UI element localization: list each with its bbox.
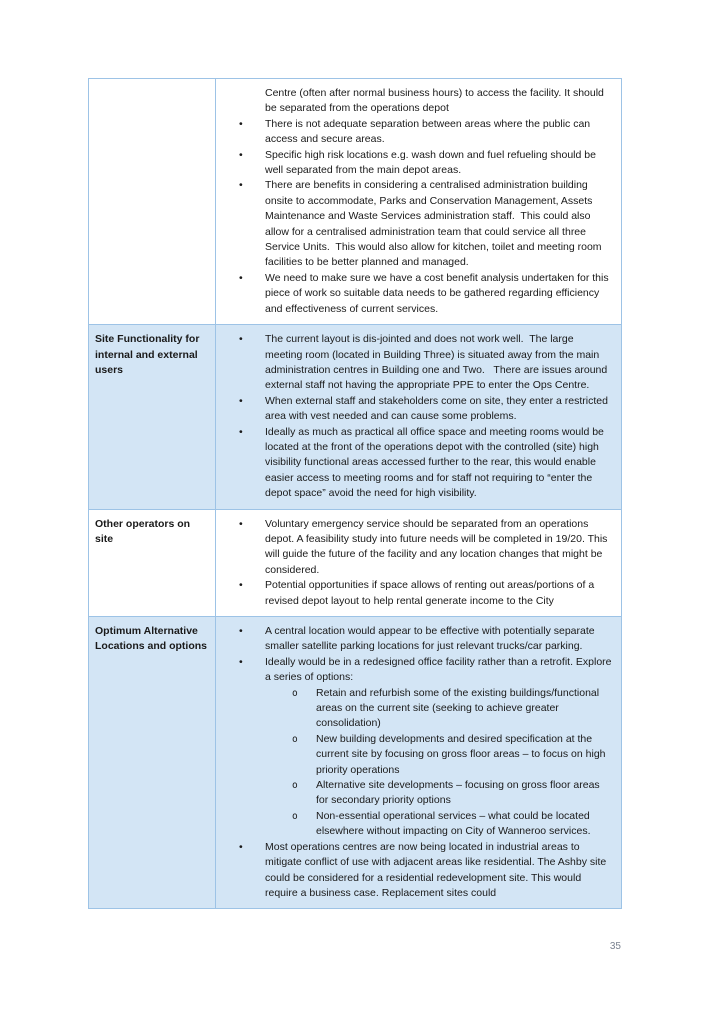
bullet-item bbox=[216, 624, 612, 655]
bullet-marker: • bbox=[239, 148, 243, 161]
row-header-text: Optimum Alternative Locations and options bbox=[95, 625, 207, 653]
item-text: We need to make sure we have a cost benefit analysis undertaken for this piece of work so suitable data needs to be gathered regarding efficiency and effectiveness of current services. bbox=[265, 271, 612, 315]
bullet-item bbox=[216, 655, 615, 686]
item-text: Retain and refurbish some of the existing buildings/functional areas on the current site (seeking to achieve greater consolidation) bbox=[316, 686, 603, 730]
sub-bullet-item bbox=[216, 778, 612, 809]
row-content-cell bbox=[216, 509, 622, 616]
sub-bullet-marker: o bbox=[292, 687, 298, 699]
row-header-text: Other operators on site bbox=[95, 517, 191, 545]
bullet-marker: • bbox=[239, 271, 243, 284]
item-text: Ideally as much as practical all office space and meeting rooms would be located at the front of the operations depot with the controlled (site) high visibility functional areas accessed further to the rear, this would enable easier access to meeting rooms and for staff not requiring to “enter the depot space” avoid the need for high visibility. bbox=[265, 425, 607, 500]
item-text: The current layout is dis-jointed and does not work well. The large meeting room (located in Building Three) is situated away from the main administration centres in Building one and Two. There are issues around external staff not having the appropriate PPE to enter the Ops Centre. bbox=[265, 333, 611, 392]
row-header-cell bbox=[89, 617, 216, 909]
bullet-marker: • bbox=[239, 425, 243, 438]
sub-bullet-marker: o bbox=[292, 780, 298, 792]
table-row bbox=[89, 617, 622, 909]
bullet-item bbox=[216, 271, 612, 317]
item-text: Alternative site developments – focusing on gross floor areas for secondary priority options bbox=[316, 779, 603, 807]
bullet-item bbox=[216, 517, 612, 579]
table-body bbox=[89, 79, 622, 909]
bullet-marker: • bbox=[239, 655, 243, 668]
item-text: A central location would appear to be effective with potentially separate smaller satellite parking locations for just relevant trucks/car parking. bbox=[265, 625, 598, 653]
row-header-cell bbox=[89, 509, 216, 616]
item-text: Voluntary emergency service should be separated from an operations depot. A feasibility study into future needs will be completed in 19/20. This will guide the future of the facility and any location changes that might be considered. bbox=[265, 517, 611, 576]
bullet-item bbox=[216, 148, 612, 179]
item-text: Specific high risk locations e.g. wash down and fuel refueling should be well separated from the main depot areas. bbox=[265, 148, 599, 177]
item-text: New building developments and desired specification at the current site by focusing on gross floor areas – to focus on high priority operations bbox=[316, 732, 609, 776]
bullet-item bbox=[216, 578, 612, 609]
table-row bbox=[89, 509, 622, 616]
paragraph bbox=[216, 86, 612, 117]
item-text: Ideally would be in a redesigned office facility rather than a retrofit. Explore a series of options: bbox=[265, 655, 615, 684]
row-header-cell bbox=[89, 325, 216, 509]
bullet-item bbox=[216, 117, 612, 148]
sub-bullet-item bbox=[216, 686, 612, 732]
bullet-item bbox=[216, 425, 612, 502]
bullet-item bbox=[216, 178, 612, 270]
item-text: Centre (often after normal business hours) to access the facility. It should be separated from the operations depot bbox=[265, 87, 607, 115]
bullet-marker: • bbox=[239, 394, 243, 407]
row-content-cell bbox=[216, 325, 622, 509]
item-text: Potential opportunities if space allows of renting out areas/portions of a revised depot layout to help rental generate income to the City bbox=[265, 579, 598, 607]
item-text: Most operations centres are now being located in industrial areas to mitigate conflict of use with adjacent areas like residential. The Ashby site could be considered for a residential redevelopment site. This would require a business case. Replacement sites could bbox=[265, 840, 610, 899]
row-header-cell bbox=[89, 79, 216, 325]
item-text: There is not adequate separation between areas where the public can access and secure areas. bbox=[265, 117, 594, 146]
table-row bbox=[89, 79, 622, 325]
sub-bullet-item bbox=[216, 809, 612, 840]
row-content-cell bbox=[216, 79, 622, 325]
bullet-marker: • bbox=[239, 840, 243, 853]
item-text: When external staff and stakeholders come on site, they enter a restricted area with vest needed and can cause some problems. bbox=[265, 394, 611, 423]
bullet-marker: • bbox=[239, 117, 243, 130]
bullet-marker: • bbox=[239, 333, 243, 346]
bullet-marker: • bbox=[239, 179, 243, 192]
bullet-item bbox=[216, 840, 612, 902]
sub-bullet-item bbox=[216, 732, 612, 778]
bullet-marker: • bbox=[239, 625, 243, 637]
bullet-item bbox=[216, 394, 612, 425]
bullet-marker: • bbox=[239, 517, 243, 530]
page-number: 35 bbox=[609, 941, 621, 952]
sub-bullet-marker: o bbox=[292, 810, 298, 822]
row-header-text: Site Functionality for internal and external users bbox=[95, 333, 200, 376]
row-content-cell bbox=[216, 617, 622, 909]
table-row bbox=[89, 325, 622, 509]
bullet-marker: • bbox=[239, 579, 243, 592]
bullet-item bbox=[216, 332, 612, 394]
site-assessment-table bbox=[88, 78, 622, 909]
sub-bullet-marker: o bbox=[292, 733, 298, 745]
item-text: Non-essential operational services – what could be located elsewhere without impacting on City of Wanneroo services. bbox=[316, 809, 593, 838]
item-text: There are benefits in considering a centralised administration building onsite to accommodate, Parks and Conservation Management, Assets Maintenance and Waste Services administration staff. This could also allow for a centralised administration team that could service all three Service Units. This would also allow for kitchen, toilet and meeting room facilities to be better planned and managed. bbox=[265, 179, 605, 269]
